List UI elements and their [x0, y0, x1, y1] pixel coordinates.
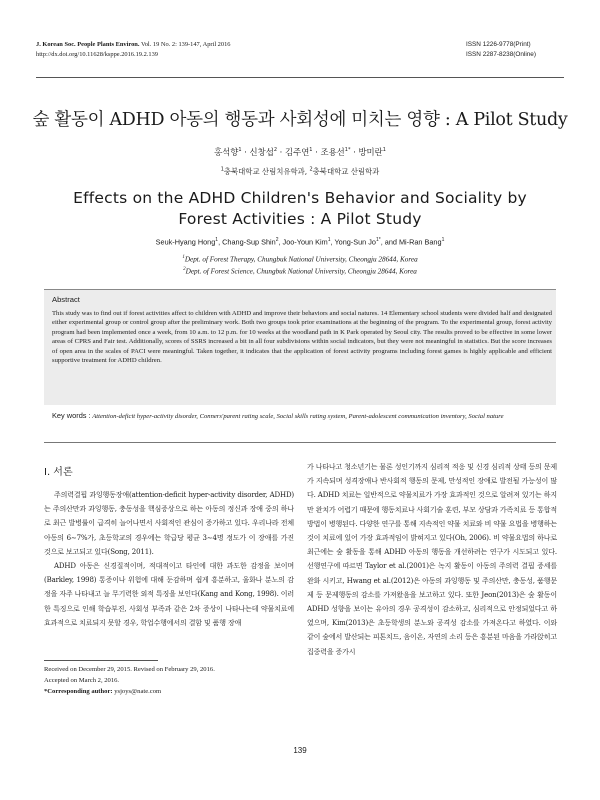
english-affiliations [0, 253, 600, 277]
footnotes [44, 664, 294, 697]
page-number: 139 [293, 746, 307, 755]
section-heading-intro: Ⅰ. 서론 [44, 467, 73, 478]
paragraph: 가 나타나고 청소년기는 물론 성인기까지 심리적 적응 및 신경 심리적 상태 등의 문제가 지속되며 성격장애나 반사회적 행동의 문제, 만성적인 장애로 발전될 가능성이 많다. ADHD 치료는 일반적으로 약물치료가 가장 효과적인 것으로 알려져 있기는 하지만 완치가 어렵기 때문에 행동치료나 사회기술 훈련, 부모 상담과 가족치료 등 통합적 방법이 병행된다. 다양한 연구를 통해 지속적인 약물 치료와 비 약물 요법을 병행하는 것이 치료에 있어 가장 효과적임이 밝혀지고 있다(Oh, 2006). 비 약물요법의 하나로 최근에는 숲 활동을 통해 ADHD 아동의 행동을 개선하려는 연구가 시도되고 있다. 선행연구에 따르면 Taylor et al.(2001)은 녹지 활동이 아동의 주의력 결핍 증세를 완화 시키고, Hwang et al.(2012)은 아동의 과잉행동 및 주의산만, 충동성, 품행문제 등 문제행동의 감소를 가져왔음을 보고하고 있다. 또한 Jeon(2013)은 숲 활동이 ADHD 성향을 보이는 유아의 경우 공격성이 감소하고, 심리적으로 안정되었다고 하였으며, Kim(2013)은 초등학생의 분노와 공격성 감소를 가져온다고 하였다. 이와 같이 숲에서 발산되는 피톤치드, 음이온, 자연의 소리 등은 흥분된 마음을 가라앉히고 집중력을 증가시 [307, 463, 557, 656]
body-column-left [44, 488, 294, 630]
paragraph: ADHD 아동은 신경질적이며, 적대적이고 타인에 대한 과도한 감정을 보이며(Barkley, 1998) 통증이나 위험에 대해 둔감하며 쉽게 흥분하고, 울화나 분노의 감정을 자주 나타내고 늘 무기력한 외적 특징을 보인다(Kang and Kong, 1998). 이러한 특징으로 인해 학습부진, 사회성 부족과 같은 2차 증상이 나타나는데 약물치료에 효과적으로 치료되지 못할 경우, 학업수행에서의 결함 및 품행 장애 [44, 562, 294, 627]
accepted-date: Accepted on March 2, 2016. [44, 677, 120, 684]
abstract-text: This study was to find out if forest activities affect to children with ADHD and improve their behaviors and social natures. 14 Elementary school students were divided half and designated either experimental group or control group after the preliminary work. Both two groups took prior examinations at the beginning of the program. To the experimental group, forest activity program had been implemented once a week, from 10 a.m. to 12 p.m. for 10 weeks at the woodland path in K Park operated by Seoul city. The results proved to be effective in some lower areas of CPRS and Fair test. Additionally, scores of SSRS increased a bit in all four subdivisions within social indicators, but they were not meaningful in statistics. But the score increases of open area in the scales of PACI were meaningful. Taken together, it indicates that the application of forest activity programs including forest games is highly applicable and efficient supportive treatment for ADHD children. [52, 310, 552, 365]
korean-authors: 홍석향$^1$ · 신창섭$^2$ · 김주연$^1$ · 조용선$^{1*}$ · 방미란$^1$ [214, 147, 386, 157]
author-ko: 홍석향$^1$ [214, 147, 242, 157]
journal-header [36, 40, 230, 59]
doi-link[interactable]: http://dx.doi.org/10.11628/ksppe.2016.19.2.139 [36, 50, 158, 58]
body-column-right [307, 460, 557, 659]
author-ko: 신창섭$^2$ [249, 147, 278, 157]
affiliation-1: $^1$Dept. of Forest Therapy, Chungbuk National University, Cheongju 28644, Korea [182, 255, 418, 264]
korean-title: 숲 활동이 ADHD 아동의 행동과 사회성에 미치는 영향 : A Pilot Study [32, 110, 568, 130]
footnote-rule [44, 660, 158, 661]
received-dates: Received on December 29, 2015. Revised on February 29, 2016. [44, 666, 215, 673]
corresponding-author: *Corresponding author: ysjoys@nate.com [44, 688, 162, 695]
journal-name: J. Korean Soc. People Plants Environ. [36, 41, 140, 48]
issn-print: ISSN 1226-9778(Print) [466, 41, 531, 48]
issn-block [466, 40, 552, 59]
keywords-text: Attention-deficit hyper-activity disorder, Conners'parent rating scale, Social skills rating system, Parent-adolescent communication inventory, Social nature [92, 413, 504, 420]
paragraph: 주의력결핍 과잉행동장애(attention-deficit hyper-activity disorder, ADHD)는 주의산만과 과잉행동, 충동성을 핵심증상으로 하는 아동의 정신과 장애 중의 하나로 최근 발병률이 급격히 늘어나면서 사회적인 관심이 증가하고 있다. 우리나라 전체아동의 6∼7%가, 초등학교의 경우에는 학급당 평균 3∼4명 정도가 이 장애를 가진 것으로 보고되고 있다(Song, 2011). [44, 491, 294, 556]
korean-affiliations: $^1$충북대학교 산림치유학과, $^2$충북대학교 산림학과 [220, 166, 380, 176]
english-authors: Seuk-Hyang Hong$^1$, Chang-Sup Shin$^2$, Joo-Youn Kim$^1$, Yong-Sun $Jo^{1*}$, and Mi-Ran Bang$^1$ [155, 237, 445, 247]
english-title: Effects on the ADHD Children's Behavior and Sociality by Forest Activities : A Pilot Study [73, 189, 527, 228]
author-ko: 방미란$^1$ [358, 147, 386, 157]
keywords-rule [44, 442, 556, 443]
keywords [52, 411, 556, 422]
keywords-label: Key words : [52, 411, 91, 420]
issn-online: ISSN 2287-8238(Online) [466, 50, 536, 58]
author-ko: 조용선$^{1*}$ [320, 147, 351, 157]
abstract-box [44, 289, 556, 405]
affiliation-2: $^2$Dept. of Forest Science, Chungbuk National University, Cheongju 28644, Korea [183, 266, 417, 276]
abstract-heading: Abstract [52, 295, 80, 304]
volume-info: Vol. 19 No. 2: 139-147, April 2016 [140, 41, 231, 48]
author-ko: 김주연$^1$ [285, 147, 313, 157]
header-rule [36, 77, 564, 78]
